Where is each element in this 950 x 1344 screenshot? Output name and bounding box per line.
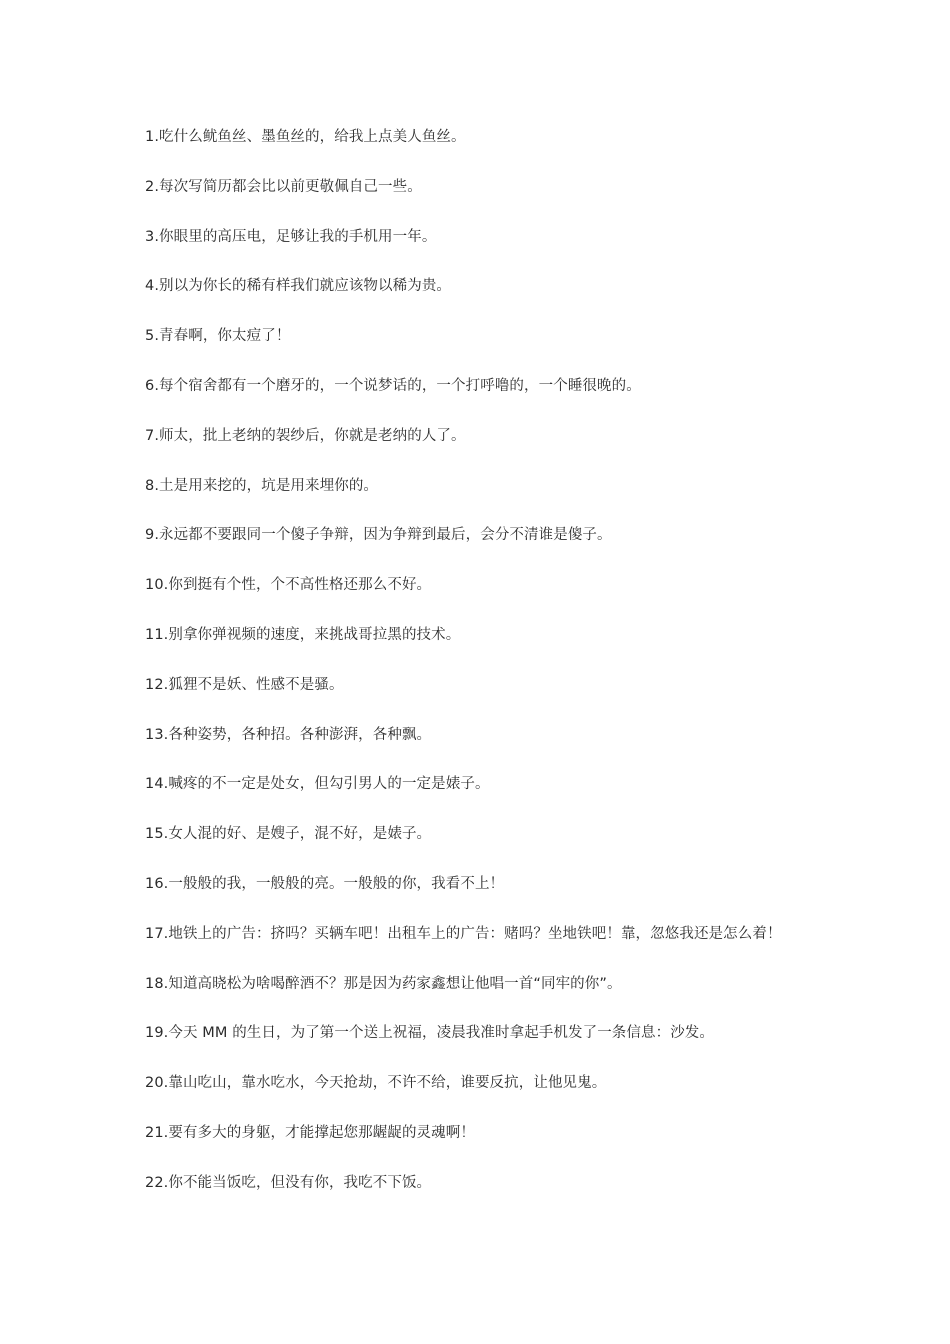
list-item: 12.狐狸不是妖、性感不是骚。: [145, 676, 344, 693]
list-item: 6.每个宿舍都有一个磨牙的，一个说梦话的，一个打呼噜的，一个睡很晚的。: [145, 377, 641, 394]
list-item: 8.土是用来挖的，坑是用来埋你的。: [145, 477, 379, 494]
list-item: 21.要有多大的身躯，才能撑起您那龌龊的灵魂啊！: [145, 1124, 475, 1141]
list-item: 2.每次写简历都会比以前更敬佩自己一些。: [145, 178, 422, 195]
list-item: 3.你眼里的高压电，足够让我的手机用一年。: [145, 228, 437, 245]
list-item: 5.青春啊，你太痘了！: [145, 328, 291, 345]
list-item: 7.师太，批上老纳的袈纱后，你就是老纳的人了。: [145, 427, 466, 444]
list-item: 11.别拿你弹视频的速度，来挑战哥拉黑的技术。: [145, 626, 461, 643]
list-item: 17.地铁上的广告：挤吗？买辆车吧！出租车上的广告：赌吗？坐地铁吧！靠，忽悠我还是怎么着！: [145, 925, 782, 942]
list-item: 15.女人混的好、是嫂子，混不好，是婊子。: [145, 826, 432, 843]
list-item: 19.今天 MM 的生日，为了第一个送上祝福，凌晨我准时拿起手机发了一条信息：沙发。: [145, 1025, 714, 1042]
joke-list: [145, 126, 835, 1222]
list-item: 16.一般般的我，一般般的亮。一般般的你，我看不上！: [145, 875, 505, 892]
list-item: 20.靠山吃山，靠水吃水，今天抢劫，不许不给，谁要反抗，让他见鬼。: [145, 1075, 607, 1092]
list-item: 22.你不能当饭吃，但没有你，我吃不下饭。: [145, 1174, 432, 1191]
list-item: 9.永远都不要跟同一个傻子争辩，因为争辩到最后，会分不清谁是傻子。: [145, 527, 612, 544]
list-item: 13.各种姿势，各种招。各种澎湃，各种飘。: [145, 726, 432, 743]
list-item: 1.吃什么鱿鱼丝、墨鱼丝的，给我上点美人鱼丝。: [145, 129, 466, 145]
list-item: 14.喊疼的不一定是处女，但勾引男人的一定是婊子。: [145, 776, 490, 793]
list-item: 10.你到挺有个性，个不高性格还那么不好。: [145, 577, 432, 594]
list-item: 4.别以为你长的稀有样我们就应该物以稀为贵。: [145, 278, 452, 295]
list-item: 18.知道高晓松为啥喝醉酒不？那是因为药家鑫想让他唱一首“同牢的你”。: [145, 975, 622, 992]
